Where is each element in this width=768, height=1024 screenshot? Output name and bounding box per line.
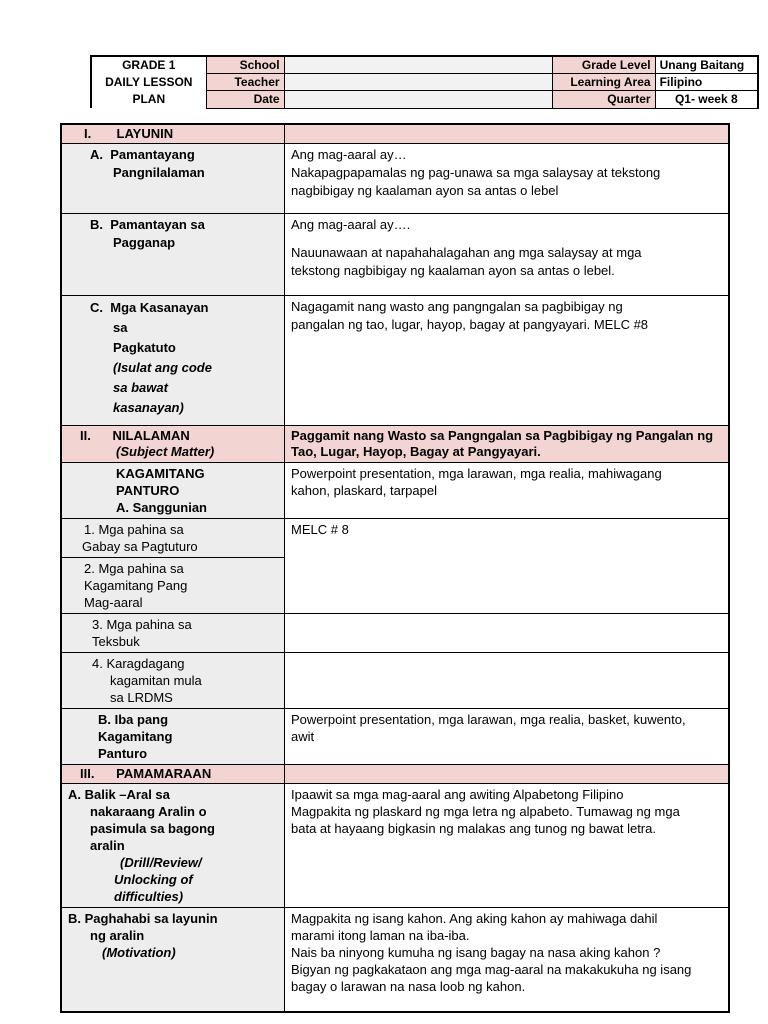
table-row xyxy=(61,908,729,1012)
row-label: A. Pamantayang Pangnilalaman xyxy=(61,144,285,214)
row-content: MELC # 8 xyxy=(285,519,730,614)
row-content: Ang mag-aaral ay…. Nauunawaan at napahahalagahan ang mga salaysay at mga tekstong nagbibigay ng kaalaman ayon sa antas o lebel. xyxy=(285,214,730,296)
table-row xyxy=(61,519,729,558)
section-row-pamamaraan xyxy=(61,765,729,784)
row-content: Powerpoint presentation, mga larawan, mga realia, mahiwagang kahon, plaskard, tarpapel xyxy=(285,463,730,519)
date-field[interactable] xyxy=(284,91,553,108)
row-content xyxy=(285,653,730,709)
row-label: 2. Mga pahina sa Kagamitang Pang Mag-aaral xyxy=(61,558,285,614)
row-label: 4. Karagdagang kagamitan mula sa LRDMS xyxy=(61,653,285,709)
row-content: Ipaawit sa mga mag-aaral ang awiting Alpabetong Filipino Magpakita ng plaskard ng mga letra ng alpabeto. Tumawag ng mga bata at hayaang bigkasin ng malakas ang tunog ng bawat letra. xyxy=(285,784,730,908)
row-label: C. Mga Kasanayan sa Pagkatuto (Isulat ang code sa bawat kasanayan) xyxy=(61,296,285,426)
header-table xyxy=(90,55,759,109)
section-row-nilalaman xyxy=(61,426,729,463)
section-heading: III. PAMAMARAAN xyxy=(61,765,285,784)
lesson-plan-table xyxy=(60,123,730,1013)
subject-matter: Paggamit nang Wasto sa Pangngalan sa Pagbibigay ng Pangalan ng Tao, Lugar, Hayop, Bagay at Pangyayari. xyxy=(285,426,730,463)
teacher-label: Teacher xyxy=(206,74,284,91)
row-label: KAGAMITANG PANTURO A. Sanggunian xyxy=(61,463,285,519)
table-row xyxy=(61,709,729,765)
table-row xyxy=(61,614,729,653)
row-label: 1. Mga pahina sa Gabay sa Pagtuturo xyxy=(61,519,285,558)
table-row xyxy=(61,463,729,519)
learning-area-value: Filipino xyxy=(655,74,758,91)
table-row xyxy=(61,784,729,908)
table-row xyxy=(61,296,729,426)
row-content: Ang mag-aaral ay… Nakapagpapamalas ng pag-unawa sa mga salaysay at tekstong nagbibigay ng kaalaman ayon sa antas o lebel xyxy=(285,144,730,214)
row-content: Magpakita ng isang kahon. Ang aking kahon ay mahiwaga dahil marami itong laman na iba-iba. Nais ba ninyong kumuha ng isang bagay na nasa aking kahon ? Bigyan ng pagkakataon ang mga mag-aaral na makakukuha ng isang bagay o larawan na nasa loob ng kahon. xyxy=(285,908,730,1012)
grade-level-label: Grade Level xyxy=(553,56,655,74)
table-row xyxy=(61,653,729,709)
quarter-label: Quarter xyxy=(553,91,655,108)
learning-area-label: Learning Area xyxy=(553,74,655,91)
section-heading: II. NILALAMAN (Subject Matter) xyxy=(61,426,285,463)
row-label: B. Iba pang Kagamitang Panturo xyxy=(61,709,285,765)
row-label: 3. Mga pahina sa Teksbuk xyxy=(61,614,285,653)
table-row xyxy=(61,144,729,214)
row-content: Nagagamit nang wasto ang pangngalan sa pagbibigay ng pangalan ng tao, lugar, hayop, bagay at pangyayari. MELC #8 xyxy=(285,296,730,426)
date-label: Date xyxy=(206,91,284,108)
section-heading: I. LAYUNIN xyxy=(61,124,285,144)
row-label: B. Pamantayan sa Pagganap xyxy=(61,214,285,296)
grade-level-value: Unang Baitang xyxy=(655,56,758,74)
section-row-layunin xyxy=(61,124,729,144)
teacher-field[interactable] xyxy=(284,74,553,91)
school-field[interactable] xyxy=(284,56,553,74)
quarter-value: Q1- week 8 xyxy=(655,91,758,108)
row-label: A. Balik –Aral sa nakaraang Aralin o pasimula sa bagong aralin (Drill/Review/ Unlocking of difficulties) xyxy=(61,784,285,908)
table-row xyxy=(61,214,729,296)
plan-title: GRADE 1 DAILY LESSON PLAN xyxy=(91,56,206,108)
row-label: B. Paghahabi sa layunin ng aralin (Motivation) xyxy=(61,908,285,1012)
row-content: Powerpoint presentation, mga larawan, mga realia, basket, kuwento, awit xyxy=(285,709,730,765)
school-label: School xyxy=(206,56,284,74)
row-content xyxy=(285,614,730,653)
